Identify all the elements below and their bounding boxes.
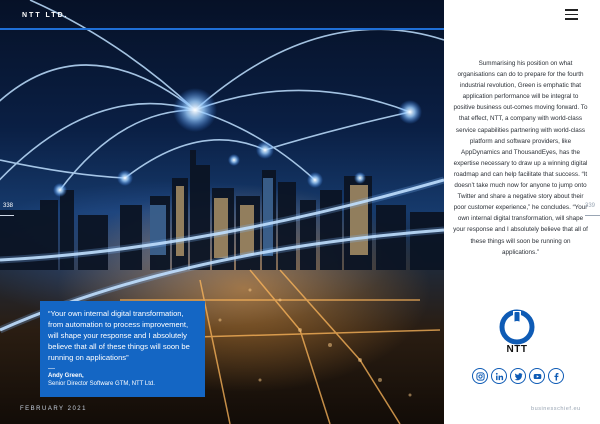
youtube-icon[interactable] xyxy=(529,368,545,384)
instagram-icon[interactable] xyxy=(472,368,488,384)
pull-quote-role: Senior Director Software GTM, NTT Ltd. xyxy=(48,381,155,387)
ntt-logo-icon xyxy=(499,309,535,345)
issue-date-footer: FEBRUARY 2021 xyxy=(20,406,87,412)
pull-quote-dash: — xyxy=(48,365,55,372)
article-paragraph: Summarising his position on what organisations can do to prepare for the fourth industrial revolution, Green is emphatic that application performance will be integral to positive business out-comes moving forward. To that effect, NTT, a company with world-class service capabilities partnering with world-class platform and software providers, like AppDynamics and ThousandEyes, has the expertise necessary to draw up a winning digital roadmap and can help facilitate that success. “It doesn’t take much now for anyone to jump onto Twitter and share a negative story about their poor customer experience,” he concludes. “Your own internal digital transformation, will shape your response and I absolutely believe that all of these things will soon be running on applications.” xyxy=(453,60,588,256)
ntt-logo-wordmark: NTT xyxy=(506,344,528,355)
article-page xyxy=(444,0,600,424)
facebook-icon[interactable] xyxy=(548,368,564,384)
social-links xyxy=(472,368,564,386)
twitter-icon[interactable] xyxy=(510,368,526,384)
hamburger-menu-icon[interactable] xyxy=(565,9,578,20)
page-number-left: 338 xyxy=(0,203,13,209)
pull-quote-author: Andy Green, xyxy=(48,373,84,379)
page-number-right: 339 xyxy=(585,203,596,209)
pull-quote-text: “Your own internal digital transformation, from automation to process improvement, will shape your response and I absolutely believe that all of these things will soon be running on applications” xyxy=(48,309,190,362)
article-body xyxy=(452,58,589,258)
brand-name[interactable]: NTT LTD. xyxy=(22,12,69,19)
website-footer[interactable]: businesschief.eu xyxy=(531,406,581,412)
linkedin-icon[interactable] xyxy=(491,368,507,384)
pull-quote-box xyxy=(40,301,205,397)
